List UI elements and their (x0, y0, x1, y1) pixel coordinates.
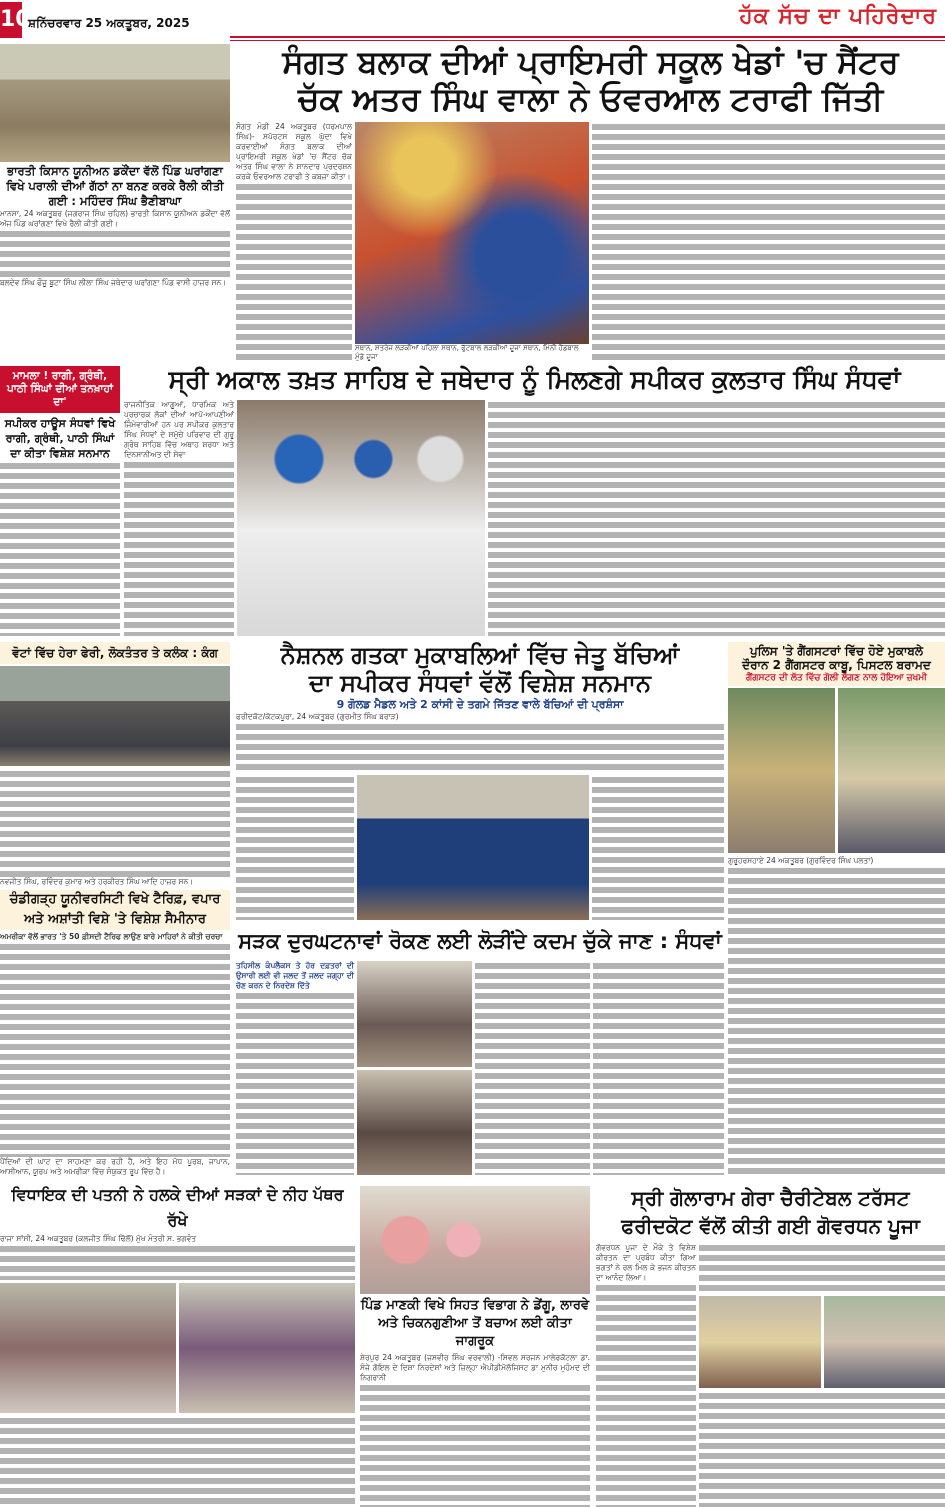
photo-police-2 (838, 688, 945, 853)
issue-date: ਸ਼ਨਿੱਚਰਵਾਰ 25 ਅਕਤੂਬਰ, 2025 (28, 16, 190, 30)
article-body-gatka-right (592, 775, 724, 920)
article-lead: ਗੋਵਰਧਨ ਪੂਜਾ ਦੇ ਮੌਕੇ ਤੇ ਵਿਸ਼ੇਸ਼ ਕੀਰਤਨ ਦਾ ਪ੍ਰਬੰਧ ਕੀਤਾ ਗਿਆ ਭਗਤਾਂ ਨੇ ਰਲ ਮਿਲ ਕੇ ਭਜਨ ਕੀਰਤਨ ਦਾ ਆਨੰਦ ਲਿਆ। (596, 1243, 696, 1282)
subheadline-speaker-house: ਸਪੀਕਰ ਹਾਊਸ ਸੰਧਵਾਂ ਵਿਖੇ ਰਾਗੀ, ਗ੍ਰੰਥੀ, ਪਾਠੀ ਸਿੰਘਾਂ ਦਾ ਕੀਤਾ ਵਿਸ਼ੇਸ਼ ਸਨਮਾਨ (4, 417, 116, 460)
article-body-gatka (236, 722, 724, 772)
article-body-trust-2 (699, 1243, 945, 1293)
photo-trust-2 (824, 1296, 945, 1388)
article-body-sports-cont (592, 122, 945, 362)
article-body-akal-takht (124, 460, 234, 636)
article-votes-university (0, 642, 230, 1177)
headline-road: ਸੜਕ ਦੁਰਘਟਨਾਵਾਂ ਰੋਕਣ ਲਈ ਲੋੜੀਂਦੇ ਕਦਮ ਚੁੱਕੇ ਜਾਣ : ਸੰਧਵਾਂ (238, 929, 722, 953)
photo-sports-winners (355, 122, 589, 344)
article-road (236, 924, 724, 1175)
photo-road-meeting-1 (357, 961, 472, 1067)
photo-police-1 (728, 688, 835, 853)
headline-police-2: ਦੌਰਾਨ 2 ਗੈਂਗਸਟਰ ਕਾਬੂ, ਪਿਸਟਲ ਬਰਾਮਦ (742, 657, 931, 672)
photo-road-meeting-2 (357, 1070, 472, 1176)
article-body-mla-wife (0, 1244, 355, 1280)
article-lead: ਫਰੀਦਕੋਟ/ਕੋਟਕਪੂਰਾ, 24 ਅਕਤੂਬਰ (ਗੁਰਮੀਤ ਸਿੰਘ ਬਰਾੜ) (236, 711, 399, 721)
header-rule (230, 36, 945, 41)
headline-dengue-1: ਪਿੰਡ ਮਾਣਕੀ ਵਿਖੇ ਸਿਹਤ ਵਿਭਾਗ ਨੇ ਡੇਂਗੂ, ਲਾਰਵੇ (360, 1298, 590, 1313)
photo-speaker-sandhwan (237, 400, 485, 636)
article-lead: ਸ਼ੇਰਪੁਰ 24 ਅਕਤੂਬਰ (ਜਸਵੀਰ ਸਿੰਘ ਵਰਵਾਲੀ) -ਸਿਵਲ ਸਰਜਨ ਮਾਲੇਰਕੋਟਲਾ ਡਾ. ਸੰਜੇ ਗੋਇਲ ਦੇ ਦਿਸ਼ਾ ਨਿਰਦੇਸ਼ਾਂ ਅਤੇ ਜ਼ਿਲ੍ਹਾ ਐਪੀਡੀਮੋਲੋਜਿਸਟ ਡਾ ਮੁਨੀਰ ਮੁਹੰਮਦ ਦੀ ਨਿਗਰਾਨੀ (360, 1353, 590, 1382)
newspaper-logo: ਹੱਕ ਸੱਚ ਦਾ ਪਹਿਰੇਦਾਰ (739, 4, 937, 29)
article-body-road-2 (475, 961, 590, 1175)
headline-trust-2: ਫਰੀਦਕੋਟ ਵੱਲੋਂ ਕੀਤੀ ਗਈ ਗੋਵਰਧਨ ਪੂਜਾ (621, 1214, 920, 1238)
article-gatka (236, 642, 724, 920)
page-number: 10 (0, 2, 22, 38)
article-body-trust-3 (699, 1391, 945, 1507)
article-lead: ਰਾਜਨੀਤਿਕ ਆਗੂਆਂ, ਧਾਰਮਿਕ ਅਤੇ ਪ੍ਰਚਾਰਕ ਲੋਕਾਂ ਦੀਆਂ ਆਪੋ-ਆਪਣੀਆਂ ਜਿੰਮੇਵਾਰੀਆਂ ਹਨ ਪਰ ਸਪੀਕਰ ਕੁਲਤਾਰ ਸਿੰਘ ਸੰਧਵਾਂ ਦੇ ਸਮੁੱਚੇ ਪਰਿਵਾਰ ਦੀ ਗੁਰੂ ਗ੍ਰੰਥ ਸਾਹਿਬ ਵਿੱਚ ਅਥਾਹ ਸ਼ਰਧਾ ਅਤੇ ਦਿਨਸਾਨੀਅਤ ਦੀ ਸੇਵਾ (124, 400, 234, 459)
article-lead: ਗੁਰੂਹਰਸਹਾਏ 24 ਅਕਤੂਬਰ (ਗੁਰਵਿੰਦਰ ਸਿੰਘ ਪਲਤਾ) (728, 855, 874, 865)
headline-farmers: ਭਾਰਤੀ ਕਿਸਾਨ ਯੂਨੀਅਨ ਡਕੌਂਦਾ ਵੱਲੋਂ ਪਿੰਡ ਘਰਾਂਗਣਾ ਵਿਖੇ ਪਰਾਲੀ ਦੀਆਂ ਗੱਠਾਂ ਨਾ ਬਨਣ ਕਰਕੇ ਰੈਲੀ ਕੀਤੀ ਗਈ : ਮਹਿੰਦਰ ਸਿੰਘ ਭੈਣੀਬਾਘਾ (6, 164, 224, 208)
article-body-akal-takht-cont (488, 400, 945, 636)
article-kicker: ਅਮਰੀਕਾ ਵੱਲੋਂ ਭਾਰਤ 'ਤੇ 50 ਫ਼ੀਸਦੀ ਟੈਰਿਫ ਲਾਉਣ ਬਾਰੇ ਮਾਹਿਰਾਂ ਨੇ ਕੀਤੀ ਚਰਚਾ (0, 931, 223, 941)
photo-mla-wife-2 (179, 1283, 355, 1413)
headline-votes: ਵੋਟਾਂ ਵਿੱਚ ਹੇਰਾ ਫੇਰੀ, ਲੋਕਤੰਤਰ ਤੇ ਕਲੰਕ : ਕੰਗ (0, 642, 230, 664)
article-mla-wife (0, 1182, 355, 1507)
photo-farmers-rally (0, 44, 230, 162)
subheadline-police: ਗੈਂਗਸਟਰ ਦੀ ਲੱਤ ਵਿੱਚ ਗੋਲੀ ਲੱਗਣ ਨਾਲ ਹੋਇਆ ਜ਼ਖਮੀ (746, 672, 927, 683)
photo-votes-meeting (0, 666, 230, 766)
article-dengue (360, 1186, 590, 1507)
headline-gatka-2: ਦਾ ਸਪੀਕਰ ਸੰਧਵਾਂ ਵੱਲੋਂ ਵਿਸ਼ੇਸ਼ ਸਨਮਾਨ (309, 668, 651, 697)
article-body-gatka-left (236, 775, 354, 920)
article-body-mla-wife-cont (0, 1416, 355, 1507)
article-body-dengue (360, 1383, 590, 1507)
article-speaker-house (0, 366, 120, 636)
photo-gatka-children (357, 775, 589, 920)
photo-dengue-awareness (360, 1186, 590, 1294)
headline-akal-takht: ਸ੍ਰੀ ਅਕਾਲ ਤਖ਼ਤ ਸਾਹਿਬ ਦੇ ਜਥੇਦਾਰ ਨੂੰ ਮਿਲਣਗੇ ਸਪੀਕਰ ਕੁਲਤਾਰ ਸਿੰਘ ਸੰਧਵਾਂ (168, 365, 901, 394)
article-kicker: ਤਹਿਸੀਲ ਕੰਪਲੈਕਸ ਤੇ ਹੋਰ ਦਫ਼ਤਰਾਂ ਦੀ ਉਸਾਰੀ ਲਈ ਵੀ ਜਲਦ ਤੋਂ ਜਲਦ ਜਗ੍ਹਾ ਦੀ ਚੋਣ ਕਰਨ ਦੇ ਨਿਰਦੇਸ਼ ਦਿੱਤੇ (236, 961, 354, 990)
headline-police-1: ਪੁਲਿਸ 'ਤੇ ਗੈਂਗਸਟਰਾਂ ਵਿੱਚ ਹੋਏ ਮੁਕਾਬਲੇ (749, 644, 924, 658)
subheadline-gatka: 9 ਗੋਲਡ ਮੈਡਲ ਅਤੇ 2 ਕਾਂਸੀ ਦੇ ਤਗਮੇ ਜਿੱਤਣ ਵਾਲੇ ਬੱਚਿਆਂ ਦੀ ਪ੍ਰਸ਼ੰਸਾ (336, 698, 624, 712)
photo-mla-wife-1 (0, 1283, 176, 1413)
headline-trust-1: ਸ੍ਰੀ ਗੋਲਾਰਾਮ ਗੇਰਾ ਚੈਰੀਟੇਬਲ ਟਰੱਸਟ (631, 1186, 910, 1210)
article-body-road (236, 991, 354, 1175)
photo-caption: ਸਥਾਨ, ਸ਼ਤਰੰਜ ਲੜਕੀਆਂ ਪਹਿਲਾ ਸਥਾਨ, ਫੁੱਟਬਾਲ ਲੜਕੀਆਂ ਦੂਜਾ ਸਥਾਨ, ਮਿੰਨੀ ਹੈਂਡਬਾਲ ਮੁੰਡੇ ਦੂਜਾ (355, 344, 579, 361)
article-body-farmers (0, 229, 230, 278)
article-tail-votes: ਨਵਜੀਤ ਸਿੰਘ, ਰਵਿੰਦਰ ਕੁਮਾਰ ਅਤੇ ਹਰਕੀਰਤ ਸਿੰਘ ਆਦਿ ਹਾਜ਼ਰ ਸਨ। (0, 876, 194, 886)
article-lead: ਮਾਨਸਾ, 24 ਅਕਤੂਬਰ (ਜਗਰਾਜ ਸਿੰਘ ਚਹਿਲ) ਭਾਰਤੀ ਕਿਸਾਨ ਯੂਨੀਅਨ ਡਕੌਂਦਾ ਵੱਲੋਂ ਅੱਜ ਪਿੰਡ ਘਰਾਂਗਣਾ ਵਿਖੇ ਰੈਲੀ ਕੀਤੀ ਗਈ। (0, 209, 230, 228)
article-body-trust (596, 1283, 696, 1507)
article-akal-takht (124, 362, 945, 636)
article-lead: ਸੰਗਤ ਮੰਡੀ 24 ਅਕਤੂਬਰ (ਧਰਮਪਾਲ ਸਿੰਘ)- ਸਪੋਰਟਸ ਸਕੂਲ ਘੁੱਦਾ ਵਿਖੇ ਕਰਵਾਈਆਂ ਸੰਗਤ ਬਲਾਕ ਦੀਆਂ ਪ੍ਰਾਇਮਰੀ ਸਕੂਲ ਖੇਡਾਂ 'ਚ ਸੈਂਟਰ ਚੱਕ ਅਤਰ ਸਿੰਘ ਵਾਲਾ ਨੇ ਸ਼ਾਨਦਾਰ ਪ੍ਰਦਰਸ਼ਨ ਕਰਕੇ ਓਵਰਆਲ ਟਰਾਫੀ ਤੇ ਕਬਜ਼ਾ ਕੀਤਾ। (236, 121, 352, 181)
kicker-box: ਮਾਮਲਾ ! ਰਾਗੀ, ਗ੍ਰੰਥੀ, ਪਾਠੀ ਸਿੰਘਾਂ ਦੀਆਂ ਤਨਖ਼ਾਹਾਂ ਦਾ' (0, 366, 120, 413)
article-tail: ਬਲਦੇਵ ਸਿੰਘ ਫੌਜੂ ਬੂਟਾ ਸਿੰਘ ਲੀਲਾ ਸਿੰਘ ਜਥੇਦਾਰ ਘਰਾਂਗਣਾ ਪਿੰਡ ਵਾਸੀ ਹਾਜ਼ਰ ਸਨ। (0, 278, 227, 287)
photo-trust-1 (699, 1296, 821, 1388)
headline-university: ਚੰਡੀਗੜ੍ਹ ਯੂਨੀਵਰਸਿਟੀ ਵਿਖੇ ਟੈਰਿਫ਼, ਵਪਾਰ ਅਤੇ ਅਸ਼ਾਂਤੀ ਵਿਸ਼ੇ 'ਤੇ ਵਿਸ਼ੇਸ਼ ਸੈਮੀਨਾਰ (0, 890, 230, 930)
article-tail: ਪੈਂਦਿਆਂ ਦੀ ਘਾਟ ਦਾ ਸਾਹਮਣਾ ਕਰ ਰਹੀ ਹੈ, ਅਤੇ ਇਹ ਮੱਧ ਪੂਰਬ, ਜਾਪਾਨ, ਆਸੀਆਨ, ਯੂਰਪ ਅਤੇ ਅਮਰੀਕਾ ਵਿੱਚ ਸੰਯੁਕਤ ਰੂਪ ਵਿੱਚ ਹੈ। (0, 1157, 230, 1176)
headline-sports-2: ਚੱਕ ਅਤਰ ਸਿੰਘ ਵਾਲਾ ਨੇ ਓਵਰਆਲ ਟਰਾਫੀ ਜਿੱਤੀ (297, 79, 884, 118)
article-lead: ਰਾਜਾ ਸਾਂਸੀ, 24 ਅਕਤੂਬਰ (ਕਲਜੀਤ ਸਿੰਘ ਢਿੱਲੋਂ) ਮੁੱਖ ਮੰਤਰੀ ਸ. ਭਗਵੰਤ (0, 1234, 197, 1243)
article-sports (236, 44, 945, 362)
headline-dengue-2: ਅਤੇ ਚਿਕਨਗੁਣੀਆ ਤੋਂ ਬਚਾਅ ਲਈ ਕੀਤਾ ਜਾਗਰੂਕ (378, 1316, 572, 1349)
masthead (0, 0, 945, 42)
article-body-road-3 (593, 961, 724, 1175)
article-body-sports (236, 182, 352, 362)
headline-sports-1: ਸੰਗਤ ਬਲਾਕ ਦੀਆਂ ਪ੍ਰਾਇਮਰੀ ਸਕੂਲ ਖੇਡਾਂ 'ਚ ਸੈਂਟਰ (282, 43, 899, 81)
article-trust (596, 1184, 945, 1507)
article-body-police (728, 866, 945, 1175)
headline-gatka-1: ਨੈਸ਼ਨਲ ਗਤਕਾ ਮੁਕਾਬਲਿਆਂ ਵਿੱਚ ਜੇਤੂ ਬੱਚਿਆਂ (280, 641, 680, 669)
article-body-left (0, 461, 120, 636)
article-body-university (0, 942, 230, 1157)
article-police (728, 642, 945, 1175)
headline-mla-wife: ਵਿਧਾਇਕ ਦੀ ਪਤਨੀ ਨੇ ਹਲਕੇ ਦੀਆਂ ਸੜਕਾਂ ਦੇ ਨੀਹ ਪੱਥਰ ਰੱਖੇ (11, 1185, 344, 1230)
article-body-votes (0, 769, 230, 877)
article-farmers (0, 44, 230, 288)
